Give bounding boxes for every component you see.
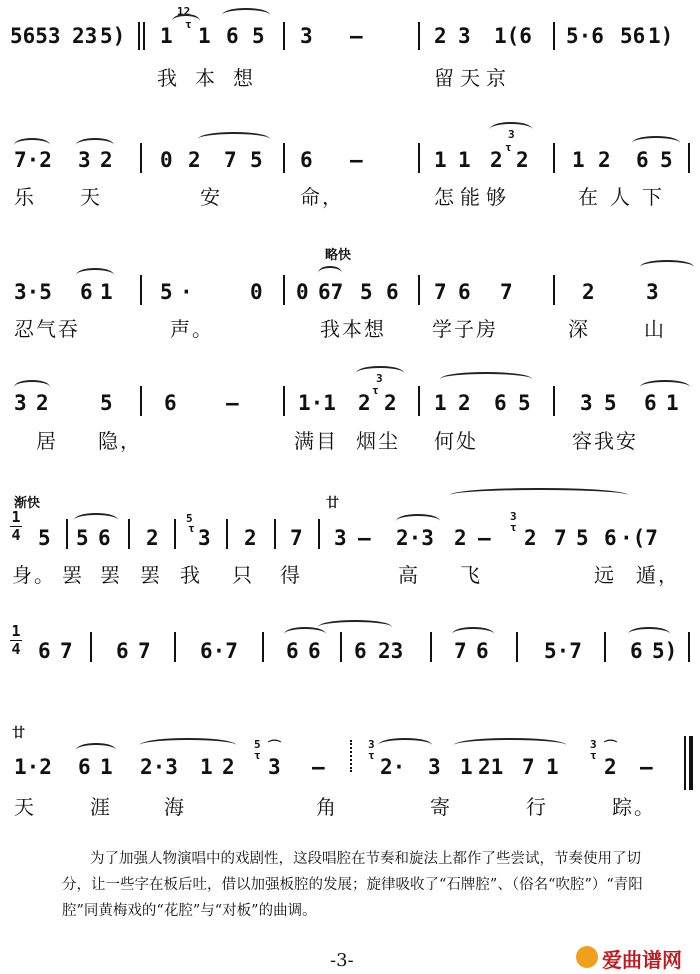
bar-line xyxy=(174,632,176,662)
note: 6 xyxy=(354,639,367,663)
lyric: 声。 xyxy=(170,317,214,341)
note: 3 xyxy=(268,755,281,779)
bar-line xyxy=(274,519,276,549)
bar-line xyxy=(418,386,420,416)
bar-line xyxy=(140,275,142,305)
bar-line xyxy=(140,143,142,173)
note: 0 xyxy=(250,280,263,304)
note: 3 xyxy=(300,24,313,48)
slur xyxy=(356,366,404,380)
note-group: 1·1 xyxy=(298,391,336,415)
tempo-marking: 渐快 xyxy=(14,496,41,511)
time-signature: 1 4 xyxy=(11,622,21,658)
note: 6 xyxy=(386,280,399,304)
note: 1 xyxy=(572,148,585,172)
note: 2 xyxy=(384,391,397,415)
ornament: τ xyxy=(590,749,597,762)
lyric: 命， xyxy=(300,185,344,209)
lyric: 寄 xyxy=(430,795,452,819)
note: 2 xyxy=(490,148,503,172)
note: 6 xyxy=(630,639,643,663)
bar-line xyxy=(283,143,285,173)
grace-note: 5 xyxy=(254,738,261,751)
note: 2 xyxy=(146,526,159,550)
lyric: 烟尘 xyxy=(356,429,400,453)
note: 7 xyxy=(224,148,237,172)
lyric: 隐， xyxy=(98,429,142,453)
note: 5 xyxy=(660,148,673,172)
note: 2 xyxy=(516,148,529,172)
note: 0 xyxy=(160,148,173,172)
slur xyxy=(440,372,532,386)
slur xyxy=(318,620,392,634)
lyric: 容我安 xyxy=(572,429,638,453)
final-bar-line xyxy=(684,736,686,790)
note: 1 xyxy=(666,391,679,415)
lyric: 罢 xyxy=(140,563,162,587)
note: 5 xyxy=(250,148,263,172)
lyric: 得 xyxy=(280,563,302,587)
lyric: 乐 xyxy=(14,185,36,209)
lyric: 居 xyxy=(36,429,58,453)
ornament: τ xyxy=(505,141,512,154)
note: 6 xyxy=(226,24,239,48)
dot: · xyxy=(180,280,193,304)
lyric: 深 xyxy=(568,317,590,341)
slur xyxy=(490,122,532,136)
bar-line xyxy=(340,632,342,662)
fermata: ⌒ xyxy=(604,740,618,755)
note: 2 xyxy=(358,391,371,415)
lyric: 行 xyxy=(526,795,548,819)
note: 5 xyxy=(252,24,265,48)
ornament: τ xyxy=(368,749,375,762)
grace-note: 3 xyxy=(510,510,517,523)
note: 0 xyxy=(296,280,309,304)
grace-note: 5 xyxy=(186,512,193,525)
lyric: 我 xyxy=(180,563,202,587)
lyric: 踪。 xyxy=(612,795,656,819)
bar-line xyxy=(418,22,420,50)
note: 2 xyxy=(100,148,113,172)
grace-note: 12 xyxy=(177,5,191,18)
slur xyxy=(74,513,118,527)
watermark-text: 爱曲谱网 xyxy=(602,948,682,972)
note: 3·5 xyxy=(14,280,52,304)
note-group: 23 xyxy=(378,639,404,663)
note: 2 xyxy=(188,148,201,172)
note: 6 xyxy=(98,526,111,550)
free-rhythm-marking: 廿 xyxy=(326,496,340,511)
lyric: 涯 xyxy=(90,795,112,819)
note: 5 xyxy=(518,391,531,415)
note: 6 xyxy=(164,391,177,415)
note: 2 xyxy=(222,755,235,779)
note: 2 xyxy=(598,148,611,172)
bar-line xyxy=(553,275,555,305)
bar-line xyxy=(138,22,140,50)
dash: — xyxy=(226,391,239,415)
lyric: 我本想 xyxy=(320,317,386,341)
fermata: ⌒ xyxy=(268,740,282,755)
note-group: 2·3 xyxy=(396,526,434,550)
note: 5 xyxy=(76,526,89,550)
lyric: 在人下 xyxy=(578,185,674,209)
note: 3 xyxy=(458,24,471,48)
note-group: 5·6 xyxy=(566,24,604,48)
dash: — xyxy=(350,148,363,172)
note-group: 5) xyxy=(652,639,678,663)
note: 1 xyxy=(546,755,559,779)
dash: — xyxy=(358,526,371,550)
bar-line xyxy=(66,519,68,549)
note: 6 xyxy=(80,280,93,304)
note: 2 xyxy=(604,755,617,779)
note: 3 xyxy=(580,391,593,415)
note: 7 xyxy=(434,280,447,304)
note: 1 xyxy=(160,24,173,48)
note: 6 xyxy=(458,280,471,304)
slur xyxy=(378,738,432,752)
note: 2 xyxy=(434,24,447,48)
note-group: 21 xyxy=(478,755,504,779)
grace-note: 3 xyxy=(376,372,383,385)
note: 1 xyxy=(434,391,447,415)
bar-line xyxy=(283,386,285,416)
bar-line xyxy=(283,22,285,50)
lyric: 天 xyxy=(80,185,102,209)
note-group: 1·2 xyxy=(14,755,52,779)
bar-line xyxy=(516,632,518,662)
bar-line xyxy=(174,519,176,549)
note: 7 xyxy=(522,755,535,779)
dash: — xyxy=(312,755,325,779)
note: 6 xyxy=(476,639,489,663)
bar-line xyxy=(140,386,142,416)
lyric: 怎能够 xyxy=(434,185,512,209)
slur xyxy=(450,488,628,502)
note-group: 67 xyxy=(318,280,344,304)
free-rhythm-marking: 廿 xyxy=(12,726,26,741)
note: 5 xyxy=(360,280,373,304)
note: 6 xyxy=(38,639,51,663)
grace-note: 3 xyxy=(508,128,515,141)
grace-note: 3 xyxy=(590,738,597,751)
bar-line xyxy=(430,632,432,662)
note: 6 xyxy=(78,755,91,779)
lyric: 留天京 xyxy=(434,66,512,90)
bar-line xyxy=(553,386,555,416)
bar-line xyxy=(688,632,690,662)
bar-line xyxy=(143,22,145,50)
bar-line xyxy=(604,632,606,662)
lyric: 海 xyxy=(164,795,186,819)
bar-line xyxy=(90,632,92,662)
page-number: -3- xyxy=(330,950,354,971)
note: 2 xyxy=(582,280,595,304)
note: 6 xyxy=(116,639,129,663)
note: 5 xyxy=(160,280,173,304)
note: 6 xyxy=(300,148,313,172)
lyric: 我本想 xyxy=(157,66,271,90)
ornament: τ xyxy=(510,521,517,534)
site-logo-icon xyxy=(576,946,598,968)
note-group: 56 xyxy=(620,24,646,48)
bar-line xyxy=(226,519,228,549)
note: 5 xyxy=(604,391,617,415)
dash: — xyxy=(350,24,363,48)
note: 6 xyxy=(494,391,507,415)
note: 6 xyxy=(308,639,321,663)
note: 6 xyxy=(636,148,649,172)
bar-line xyxy=(688,143,690,173)
ornament: τ xyxy=(185,18,192,31)
bar-line xyxy=(318,519,320,549)
lyric: 罢 xyxy=(62,563,84,587)
dotted-bar-line xyxy=(350,740,352,772)
note: 1 xyxy=(460,755,473,779)
note-group: ·(7 xyxy=(620,526,658,550)
note: 7·2 xyxy=(14,148,52,172)
note: 6 xyxy=(286,639,299,663)
lyric: 角 xyxy=(316,795,338,819)
lyric: 高 xyxy=(398,563,420,587)
note-group: 1(6 xyxy=(494,24,532,48)
note-group: 23 xyxy=(72,24,98,48)
bar-line xyxy=(553,22,555,50)
lyric: 远 xyxy=(594,563,616,587)
note: 5 xyxy=(38,526,51,550)
ornament: τ xyxy=(372,384,379,397)
note: 2 xyxy=(524,526,537,550)
note: 7 xyxy=(454,639,467,663)
note-group: 2·3 xyxy=(140,755,178,779)
note: 1 xyxy=(100,755,113,779)
note-group: 2· xyxy=(380,755,406,779)
slur xyxy=(318,266,342,280)
slur xyxy=(140,738,236,752)
note: 2 xyxy=(244,526,257,550)
lyric: 只 xyxy=(232,563,254,587)
bar-line xyxy=(553,143,555,173)
bar-line xyxy=(262,632,264,662)
note: 7 xyxy=(500,280,513,304)
final-bar-line xyxy=(689,736,693,790)
lyric: 安 xyxy=(200,185,222,209)
note: 1 xyxy=(200,755,213,779)
lyric: 天 xyxy=(14,795,36,819)
note: 1 xyxy=(198,24,211,48)
lyric: 山 xyxy=(644,317,666,341)
slur xyxy=(454,738,566,752)
note: 3 xyxy=(198,526,211,550)
note: 5 xyxy=(100,391,113,415)
note-group: 1) xyxy=(648,24,674,48)
note: 3 xyxy=(646,280,659,304)
lyric: 遁， xyxy=(636,563,680,587)
note: 1 xyxy=(100,280,113,304)
note: 7 xyxy=(554,526,567,550)
lyric: 满目 xyxy=(294,429,338,453)
tempo-marking: 略快 xyxy=(325,248,352,263)
note: 7 xyxy=(60,639,73,663)
note: 2 xyxy=(36,391,49,415)
note: 7 xyxy=(138,639,151,663)
note-group: 5·7 xyxy=(544,639,582,663)
footnote-paragraph: 为了加强人物演唱中的戏剧性，这段唱腔在节奏和旋法上都作了些尝试，节奏使用了切分，让一些字在板后吐，借以加强板腔的发展；旋律吸收了“石牌腔”、（俗名“吹腔”）“青阳腔”同黄梅戏的“花腔”与“对板”的曲调。 xyxy=(62,851,643,919)
slur xyxy=(640,260,694,274)
note-group: 5653 xyxy=(10,24,61,48)
note: 2 xyxy=(458,391,471,415)
note: 3 xyxy=(78,148,91,172)
note: 2 xyxy=(454,526,467,550)
lyric: 学子房 xyxy=(432,317,498,341)
ornament: τ xyxy=(254,749,261,762)
note-group: 5) xyxy=(100,24,126,48)
slur xyxy=(198,132,270,146)
ornament: τ xyxy=(188,522,195,535)
note: 1 xyxy=(434,148,447,172)
note: 5 xyxy=(576,526,589,550)
dash: — xyxy=(640,755,653,779)
slur xyxy=(222,8,270,22)
lyric: 飞 xyxy=(460,563,482,587)
dash: — xyxy=(478,526,491,550)
note: 3 xyxy=(428,755,441,779)
note: 3 xyxy=(334,526,347,550)
bar-line xyxy=(283,275,285,305)
lyric: 身。 xyxy=(12,563,56,587)
note: 7 xyxy=(290,526,303,550)
note: 6 xyxy=(644,391,657,415)
note-group: 6·7 xyxy=(200,639,238,663)
note: 6 xyxy=(604,526,617,550)
note: 1 xyxy=(458,148,471,172)
note: 3 xyxy=(14,391,27,415)
lyric: 何处 xyxy=(434,429,478,453)
lyric: 罢 xyxy=(100,563,122,587)
bar-line xyxy=(418,275,420,305)
bar-line xyxy=(128,519,130,549)
grace-note: 3 xyxy=(368,738,375,751)
time-signature: 1 4 xyxy=(11,508,21,544)
bar-line xyxy=(418,143,420,173)
lyric: 忍气吞 xyxy=(14,317,80,341)
